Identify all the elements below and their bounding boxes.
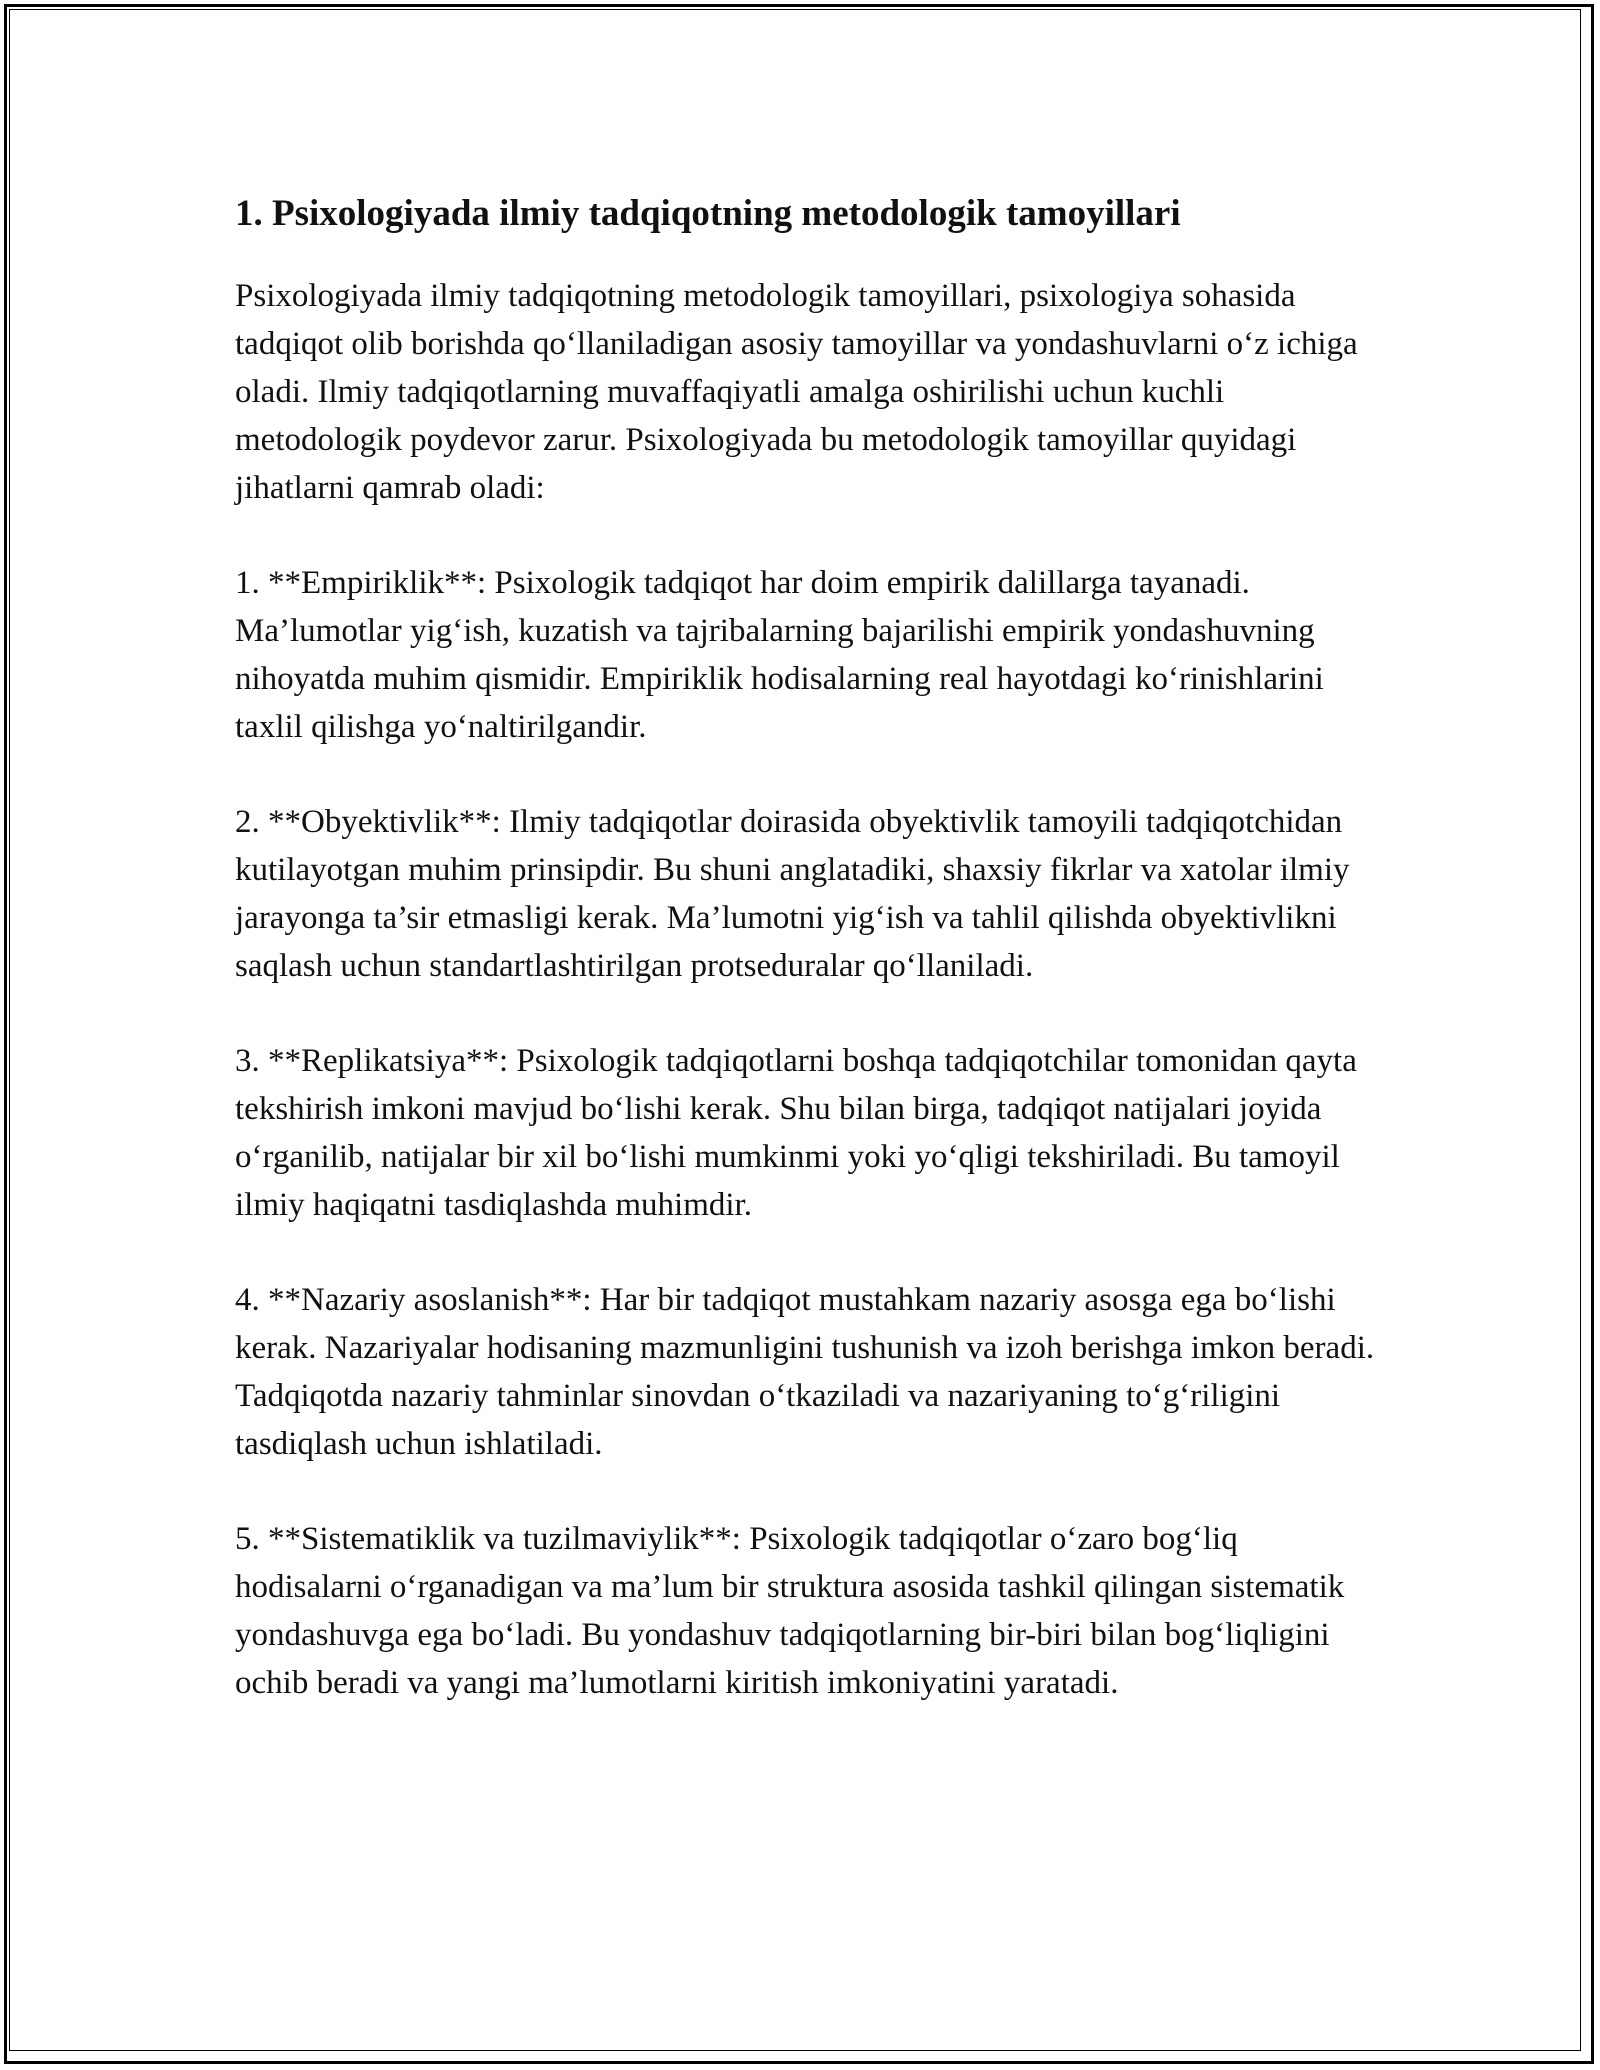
document-body bbox=[235, 188, 1375, 1707]
principle-empiriklik: 1. **Empiriklik**: Psixologik tadqiqot har doim empirik dalillarga tayanadi. Ma’lumotlar yig‘ish, kuzatish va tajribalarning bajarilishi empirik yondashuvning nihoyatda muhim qismidir. Empiriklik hodisalarning real hayotdagi ko‘rinishlarini taxlil qilishga yo‘naltirilgandir. bbox=[235, 565, 1324, 745]
principle-nazariy-asoslanish: 4. **Nazariy asoslanish**: Har bir tadqiqot mustahkam nazariy asosga ega bo‘lishi kerak. Nazariyalar hodisaning mazmunligini tushunish va izoh berishga imkon beradi. Tadqiqotda nazariy tahminlar sinovdan o‘tkaziladi va nazariyaning to‘g‘riligini tasdiqlash uchun ishlatiladi. bbox=[235, 1282, 1375, 1462]
principle-obyektivlik: 2. **Obyektivlik**: Ilmiy tadqiqotlar doirasida obyektivlik tamoyili tadqiqotchidan kutilayotgan muhim prinsipdir. Bu shuni anglatadiki, shaxsiy fikrlar va xatolar ilmiy jarayonga ta’sir etmasligi kerak. Ma’lumotni yig‘ish va tahlil qilishda obyektivlikni saqlash uchun standartlashtirilgan protseduralar qo‘llaniladi. bbox=[235, 804, 1350, 984]
document-title: 1. Psixologiyada ilmiy tadqiqotning metodologik tamoyillari bbox=[235, 193, 1181, 234]
intro-paragraph: Psixologiyada ilmiy tadqiqotning metodologik tamoyillari, psixologiya sohasida tadqiqot olib borishda qo‘llaniladigan asosiy tamoyillar va yondashuvlarni o‘z ichiga oladi. Ilmiy tadqiqotlarning muvaffaqiyatli amalga oshirilishi uchun kuchli metodologik poydevor zarur. Psixologiyada bu metodologik tamoyillar quyidagi jihatlarni qamrab oladi: bbox=[235, 278, 1358, 506]
principle-replikatsiya: 3. **Replikatsiya**: Psixologik tadqiqotlarni boshqa tadqiqotchilar tomonidan qayta tekshirish imkoni mavjud bo‘lishi kerak. Shu bilan birga, tadqiqot natijalari joyida o‘rganilib, natijalar bir xil bo‘lishi mumkinmi yoki yo‘qligi tekshiriladi. Bu tamoyil ilmiy haqiqatni tasdiqlashda muhimdir. bbox=[235, 1043, 1357, 1223]
principle-sistematiklik: 5. **Sistematiklik va tuzilmaviylik**: Psixologik tadqiqotlar o‘zaro bog‘liq hodisalarni o‘rganadigan va ma’lum bir struktura asosida tashkil qilingan sistematik yondashuvga ega bo‘ladi. Bu yondashuv tadqiqotlarning bir-biri bilan bog‘liqligini ochib beradi va yangi ma’lumotlarni kiritish imkoniyatini yaratadi. bbox=[235, 1521, 1345, 1701]
